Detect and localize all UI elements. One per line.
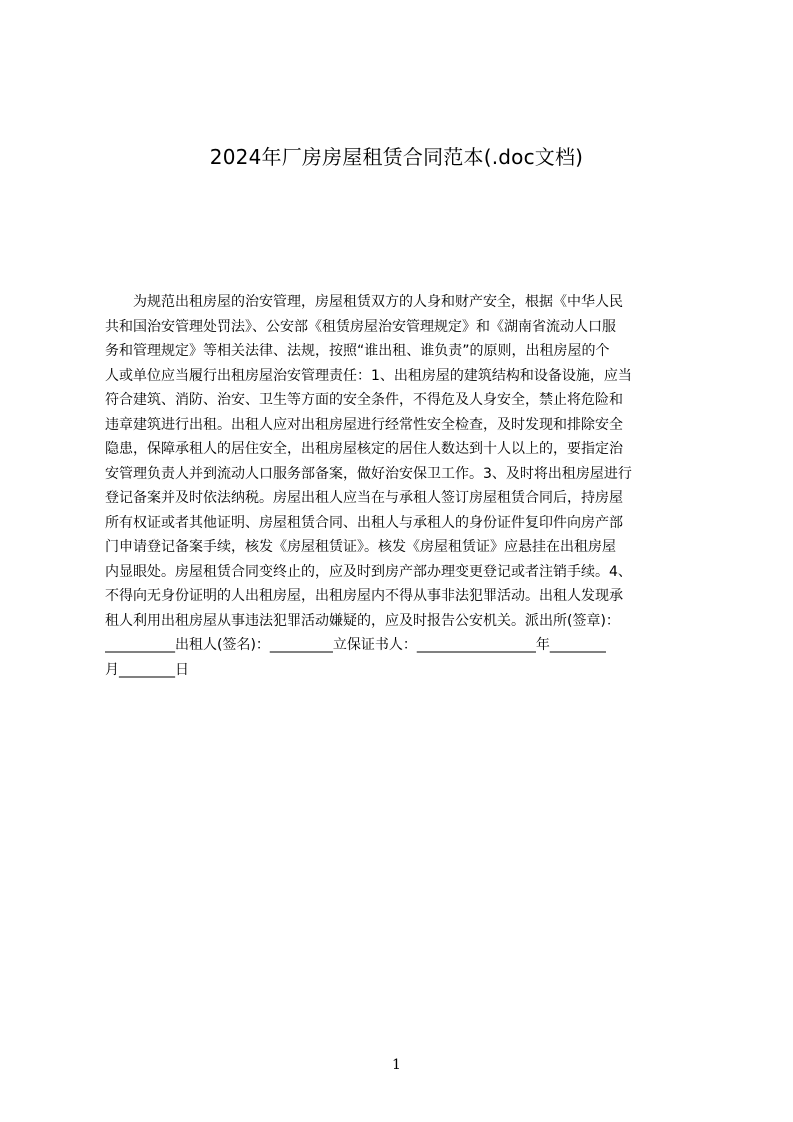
- body-line: 符合建筑、消防、治安、卫生等方面的安全条件，不得危及人身安全，禁止将危险和: [105, 392, 623, 408]
- body-line: 违章建筑进行出租。出租人应对出租房屋进行经常性安全检查，及时发现和排除安全: [105, 416, 623, 433]
- page-number: 1: [392, 1057, 401, 1073]
- body-line: 登记备案并及时依法纳税。房屋出租人应当在与承租人签订房屋租赁合同后，持房屋: [105, 490, 623, 506]
- body-line: 所有权证或者其他证明、房屋租赁合同、出租人与承租人的身份证件复印件向房产部: [105, 514, 623, 531]
- body-line: 为规范出租房屋的治安管理，房屋租赁双方的人身和财产安全，根据《中华人民: [105, 294, 623, 310]
- document-body: [105, 290, 697, 682]
- body-line: 隐患，保障承租人的居住安全，出租房屋核定的居住人数达到十人以上的，要指定治: [105, 441, 623, 457]
- body-line: 务和管理规定》等相关法律、法规，按照“谁出租、谁负责”的原则，出租房屋的个: [105, 343, 610, 359]
- signature-line: __________出租人(签名)：_________立保证书人：_________________年________: [105, 637, 606, 653]
- body-line: 门申请登记备案手续，核发《房屋租赁证》。核发《房屋租赁证》应悬挂在出租房屋: [105, 539, 616, 555]
- document-title: 2024年厂房房屋租赁合同范本(.doc文档): [209, 145, 584, 169]
- body-line: 租人利用出租房屋从事违法犯罪活动嫌疑的，应及时报告公安机关。派出所(签章)：: [105, 612, 620, 629]
- date-line: 月________日: [105, 661, 189, 678]
- body-line: 安管理负责人并到流动人口服务部备案，做好治安保卫工作。3、及时将出租房屋进行: [105, 465, 632, 482]
- body-line: 共和国治安管理处罚法》、公安部《租赁房屋治安管理规定》和《湖南省流动人口服: [105, 318, 616, 335]
- body-line: 内显眼处。房屋租赁合同变终止的，应及时到房产部办理变更登记或者注销手续。4、: [105, 563, 632, 580]
- body-line: 人或单位应当履行出租房屋治安管理责任：1、出租房屋的建筑结构和设备设施，应当: [105, 367, 632, 384]
- body-line: 不得向无身份证明的人出租房屋，出租房屋内不得从事非法犯罪活动。出租人发现承: [105, 588, 623, 604]
